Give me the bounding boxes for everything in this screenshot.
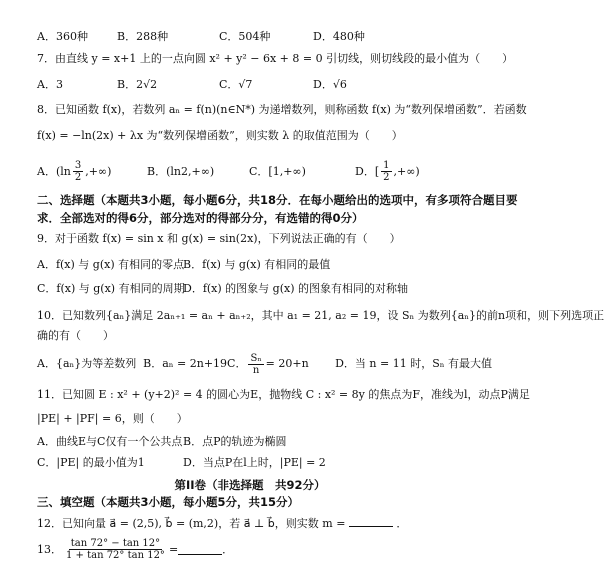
section2-heading-line1: 二、选择题（本题共3小题，每小题6分，共18分．在每小题给出的选项中，有多项符合题目要 bbox=[37, 193, 518, 207]
q7-option-d: D．√6 bbox=[313, 78, 347, 91]
q10-option-c-prefix: C． bbox=[227, 357, 247, 370]
q9-option-a: A．f(x) 与 g(x) 有相同的零点 bbox=[37, 258, 185, 271]
q8-options bbox=[37, 160, 492, 183]
q10-option-c-fraction bbox=[248, 353, 263, 376]
q11-option-c: C．|PE| 的最小值为1 bbox=[37, 456, 145, 469]
q10-option-c bbox=[227, 353, 335, 376]
q8-option-d bbox=[355, 160, 420, 183]
q6-option-a: A．360种 bbox=[37, 30, 88, 43]
q7-option-a: A．3 bbox=[37, 78, 63, 91]
q6-options bbox=[37, 30, 492, 44]
section2-heading-line2: 求．全部选对的得6分，部分选对的得部分分，有选错的得0分） bbox=[37, 211, 364, 225]
q8-option-d-num: 1 bbox=[383, 160, 390, 171]
q8-option-a bbox=[37, 160, 147, 183]
q9-option-d: D．f(x) 的图象与 g(x) 的图象有相同的对称轴 bbox=[183, 282, 408, 295]
q13-fraction bbox=[64, 538, 167, 561]
q7-options bbox=[37, 78, 492, 92]
q10-stem-line2: 确的有（ ） bbox=[37, 329, 114, 342]
q8-option-d-den: 2 bbox=[383, 172, 390, 183]
q13-denominator: 1 + tan 72° tan 12° bbox=[66, 550, 165, 561]
q10-option-a: A．{aₙ}为等差数列 bbox=[37, 357, 137, 370]
q6-option-c: C．504种 bbox=[219, 30, 271, 43]
q11-option-b: B．点P的轨迹为椭圆 bbox=[183, 435, 287, 448]
q13-prefix: 13． bbox=[37, 542, 62, 556]
q7-stem: 7．由直线 y = x+1 上的一点向圆 x² + y² − 6x + 8 = 0 引切线，则切线段的最小值为（ ） bbox=[37, 52, 514, 65]
q13-answer-blank[interactable] bbox=[178, 544, 222, 555]
q8-option-d-suffix: ,+∞) bbox=[393, 164, 420, 178]
q11-options-row1 bbox=[37, 435, 492, 449]
q6-option-d: D．480种 bbox=[313, 30, 365, 43]
q8-option-b: B．(ln2,+∞) bbox=[147, 164, 215, 178]
q8-option-a-prefix: A．(ln bbox=[37, 164, 71, 178]
q8-stem-line1: 8．已知函数 f(x)，若数列 aₙ = f(n)(n∈N*) 为递增数列，则称函数 f(x) 为“数列保增函数”．若函数 bbox=[37, 103, 527, 116]
q8-option-d-fraction bbox=[381, 160, 391, 183]
q10-option-c-num: Sₙ bbox=[250, 352, 262, 364]
q10-options bbox=[37, 352, 492, 376]
q8-option-d-prefix: D．[ bbox=[355, 164, 380, 178]
q13 bbox=[37, 538, 492, 561]
q8-option-a-den: 2 bbox=[74, 172, 82, 183]
q9-option-c: C．f(x) 与 g(x) 有相同的周期 bbox=[37, 282, 185, 295]
q9-options-row1 bbox=[37, 258, 492, 272]
q11-option-d: D．当点P在l上时，|PE| = 2 bbox=[183, 456, 326, 469]
q8-option-a-suffix: ,+∞) bbox=[85, 164, 112, 178]
q8-option-a-fraction bbox=[73, 160, 83, 183]
q13-tail: ． bbox=[222, 542, 234, 556]
q11-stem-line2: |PE| + |PF| = 6，则（ ） bbox=[37, 412, 188, 425]
q10-option-d: D．当 n = 11 时，Sₙ 有最大值 bbox=[335, 357, 492, 370]
q12-stem: 12．已知向量 a⃗ = (2,5), b⃗ = (m,2)，若 a⃗ ⊥ b⃗，则实数 m = bbox=[37, 517, 346, 530]
q7-option-b: B．2√2 bbox=[117, 78, 158, 91]
section3-heading: 三、填空题（本题共3小题，每小题5分，共15分） bbox=[37, 495, 300, 509]
q10-stem-line1: 10．已知数列{aₙ}满足 2aₙ₊₁ = aₙ + aₙ₊₂，其中 a₁ = 21, a₂ = 19，设 Sₙ 为数列{aₙ}的前n项和，则下列选项正 bbox=[37, 309, 604, 322]
q11-option-a: A．曲线E与C仅有一个公共点 bbox=[37, 435, 183, 448]
q10-option-b: B．aₙ = 2n+19 bbox=[143, 357, 228, 370]
q11-stem-line1: 11．已知圆 E : x² + (y+2)² = 4 的圆心为E，抛物线 C : x² = 8y 的焦点为F，准线为l，动点P满足 bbox=[37, 388, 530, 401]
q9-options-row2 bbox=[37, 282, 492, 296]
q12 bbox=[37, 516, 492, 531]
q8-option-a-num: 3 bbox=[74, 160, 82, 171]
q9-option-b: B．f(x) 与 g(x) 有相同的最值 bbox=[183, 258, 331, 271]
q12-answer-blank[interactable] bbox=[349, 516, 393, 527]
part2-title: 第II卷（非选择题 共92分） bbox=[174, 478, 326, 492]
q6-option-b: B．288种 bbox=[117, 30, 169, 43]
q10-option-c-den: n bbox=[252, 364, 260, 376]
q13-equals: = bbox=[168, 542, 179, 556]
q13-numerator: tan 72° − tan 12° bbox=[70, 538, 161, 549]
q9-stem: 9．对于函数 f(x) = sin x 和 g(x) = sin(2x)，下列说法正确的有（ ） bbox=[37, 232, 401, 245]
q10-option-c-suffix: = 20+n bbox=[265, 357, 309, 370]
q8-option-c: C．[1,+∞) bbox=[249, 164, 306, 178]
q12-tail: ． bbox=[396, 517, 408, 530]
q11-options-row2 bbox=[37, 456, 492, 470]
q8-stem-line2: f(x) = −ln(2x) + λx 为“数列保增函数”，则实数 λ 的取值范围为（ ） bbox=[37, 129, 403, 142]
q7-option-c: C．√7 bbox=[219, 78, 253, 91]
